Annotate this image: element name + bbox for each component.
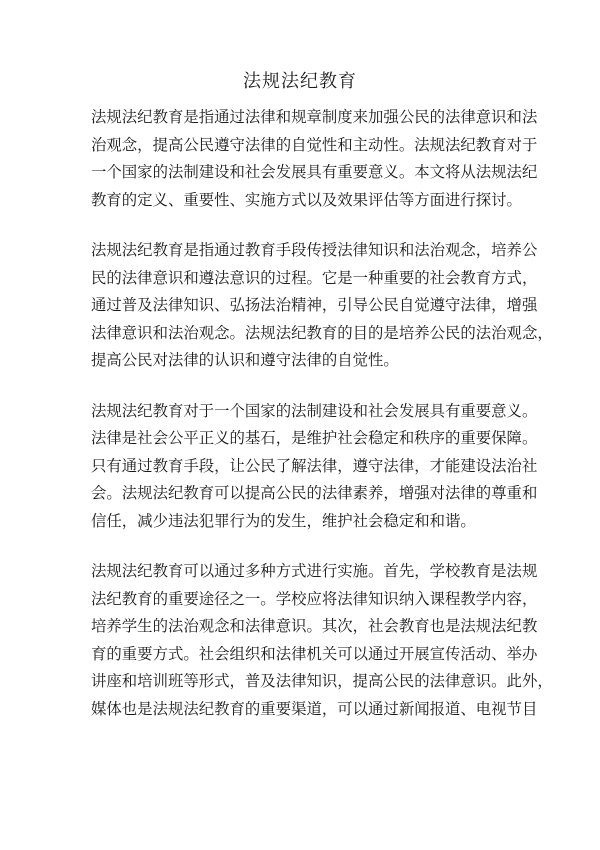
paragraph-3 — [91, 398, 538, 536]
paragraph-line: 只有通过教育手段，让公民了解法律，遵守法律，才能建设法治社 — [91, 456, 538, 475]
paragraph-line: 法律是社会公平正义的基石，是维护社会稳定和秩序的重要保障。 — [91, 429, 538, 447]
paragraph-line: 法规法纪教育是指通过法律和规章制度来加强公民的法律意识和法 — [91, 108, 538, 126]
paragraph-line: 提高公民对法律的认识和遵守法律的自觉性。 — [91, 351, 399, 369]
paragraph-line: 通过普及法律知识、弘扬法治精神，引导公民自觉遵守法律，增强 — [91, 296, 538, 314]
paragraph-line: 培养学生的法治观念和法律意识。其次，社会教育也是法规法纪教 — [91, 617, 538, 635]
document-body — [91, 104, 553, 746]
paragraph-2 — [91, 237, 553, 375]
paragraph-1 — [91, 104, 538, 214]
paragraph-line: 民的法律意识和遵法意识的过程。它是一种重要的社会教育方式， — [91, 268, 538, 287]
paragraph-line: 讲座和培训班等形式，普及法律知识，提高公民的法律意识。此外， — [91, 672, 553, 690]
paragraph-line: 媒体也是法规法纪教育的重要渠道，可以通过新闻报道、电视节目 — [91, 699, 538, 718]
paragraph-line: 法纪教育的重要途径之一。学校应将法律知识纳入课程教学内容， — [91, 589, 538, 608]
paragraph-line: 信任，减少违法犯罪行为的发生，维护社会稳定和和谐。 — [91, 511, 476, 530]
paragraph-line: 育的重要方式。社会组织和法律机关可以通过开展宣传活动、举办 — [91, 644, 538, 663]
paragraph-line: 会。法规法纪教育可以提高公民的法律素养，增强对法律的尊重和 — [91, 484, 538, 502]
paragraph-4 — [91, 558, 553, 723]
document-title: 法规法纪教育 — [243, 71, 357, 92]
paragraph-line: 一个国家的法制建设和社会发展具有重要意义。本文将从法规法纪 — [91, 163, 538, 181]
paragraph-line: 法规法纪教育可以通过多种方式进行实施。首先，学校教育是法规 — [91, 562, 538, 580]
paragraph-line: 法规法纪教育是指通过教育手段传授法律知识和法治观念，培养公 — [91, 241, 538, 259]
paragraph-line: 治观念，提高公民遵守法律的自觉性和主动性。法规法纪教育对于 — [91, 135, 538, 154]
paragraph-line: 教育的定义、重要性、实施方式以及效果评估等方面进行探讨。 — [91, 190, 522, 209]
paragraph-line: 法律意识和法治观念。法规法纪教育的目的是培养公民的法治观念， — [91, 323, 553, 342]
paragraph-line: 法规法纪教育对于一个国家的法制建设和社会发展具有重要意义。 — [91, 401, 538, 420]
